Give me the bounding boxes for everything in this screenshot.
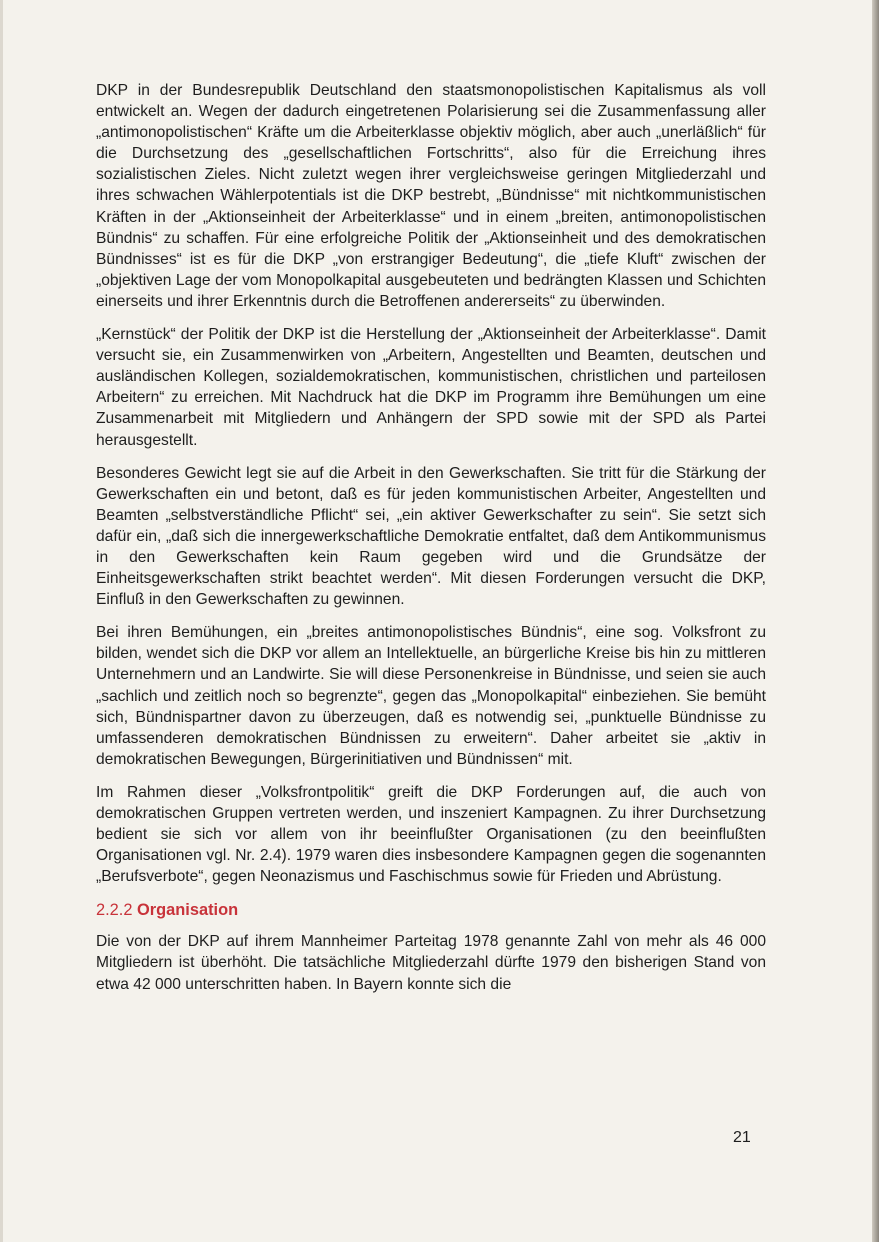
page-body [96, 80, 766, 1007]
section-number: 2.2.2 [96, 901, 133, 920]
page-left-edge [0, 0, 3, 1242]
paragraph-strategy: DKP in der Bundesrepublik Deutschland den staatsmonopolistischen Kapitalismus als voll entwickelt an. Wegen der dadurch eingetretenen Polarisierung sei die Zusammenfassung aller „antimonopolistischen“ Kräfte um die Arbeiterklasse objektiv möglich, aber auch „unerläßlich“ für die Durchsetzung des „gesellschaftlichen Fortschritts“, also für die Erreichung ihres sozialistischen Zieles. Nicht zuletzt wegen ihrer vergleichsweise geringen Mitgliederzahl und ihres schwachen Wählerpotentials ist die DKP bestrebt, „Bündnisse“ mit nichtkommunistischen Kräften in der „Aktionseinheit der Arbeiterklasse“ und in einem „breiten, antimonopolistischen Bündnis“ zu schaffen. Für eine erfolgreiche Politik der „Aktionseinheit und des demokratischen Bündnisses“ ist es für die DKP „von erstrangiger Bedeutung“, die „tiefe Kluft“ zwischen der „objektiven Lage der vom Monopolkapital ausgebeuteten und bedrängten Klassen und Schichten einerseits und ihrer Erkenntnis durch die Betroffenen andererseits“ zu überwinden. [96, 82, 766, 310]
section-heading [96, 899, 766, 921]
page-binding-edge [872, 0, 879, 1242]
paragraph-volksfront: Bei ihren Bemühungen, ein „breites antimonopolistisches Bündnis“, eine sog. Volksfront zu bilden, wendet sich die DKP vor allem an Intellektuelle, an bürgerliche Kreise bis hin zu mittleren Unternehmern und an Landwirte. Sie will diese Personenkreise in Bündnisse, und seien sie auch „sachlich und zeitlich noch so begrenzte“, gegen das „Monopolkapital“ einbeziehen. Sie bemüht sich, Bündnispartner davon zu überzeugen, daß es notwendig sei, „punktuelle Bündnisse zu umfassenderen demokratischen Bündnissen zu erweitern“. Daher arbeitet sie „aktiv in demokratischen Bewegungen, Bürgerinitiativen und Bündnissen“ mit. [96, 624, 766, 768]
paragraph-gewerkschaften: Besonderes Gewicht legt sie auf die Arbeit in den Gewerkschaften. Sie tritt für die Stärkung der Gewerkschaften ein und betont, daß es für jeden kommunistischen Arbeiter, Angestellten und Beamten „selbstverständliche Pflicht“ sei, „ein aktiver Gewerkschafter zu sein“. Sie setzt sich dafür ein, „daß sich die innergewerkschaftliche Demokratie entfaltet, daß dem Antikommunismus in den Gewerkschaften kein Raum gegeben wird und die Grundsätze der Einheitsgewerkschaften strikt beachtet werden“. Mit diesen Forderungen versucht die DKP, Einfluß in den Gewerkschaften zu gewinnen. [96, 464, 766, 609]
section-title: Organisation [137, 901, 239, 920]
page-number: 21 [733, 1129, 751, 1146]
paragraph-kampagnen: Im Rahmen dieser „Volksfrontpolitik“ greift die DKP Forderungen auf, die auch von demokratischen Gruppen vertreten werden, und inszeniert Kampagnen. Zu ihrer Durchsetzung bedient sie sich vor allem von ihr beeinflußter Organisationen (zu den beeinflußten Organisationen vgl. Nr. 2.4). 1979 waren dies insbesondere Kampagnen gegen die sogenannten „Berufsverbote“, gegen Neonazismus und Faschischmus sowie für Frieden und Abrüstung. [96, 783, 766, 886]
paragraph-organisation: Die von der DKP auf ihrem Mannheimer Parteitag 1978 genannte Zahl von mehr als 46 000 Mitgliedern ist überhöht. Die tatsächliche Mitgliederzahl dürfte 1979 den bisherigen Stand von etwa 42 000 unterschritten haben. In Bayern konnte sich die [96, 933, 766, 993]
paragraph-aktionseinheit: „Kernstück“ der Politik der DKP ist die Herstellung der „Aktionseinheit der Arbeiterklasse“. Damit versucht sie, ein Zusammenwirken von „Arbeitern, Angestellten und Beamten, deutschen und ausländischen Kollegen, sozialdemokratischen, kommunistischen, christlichen und parteilosen Arbeitern“ zu erreichen. Mit Nachdruck hat die DKP im Programm ihre Bemühungen um eine Zusammenarbeit mit Mitgliedern und Anhängern der SPD sowie mit der SPD als Partei herausgestellt. [96, 326, 766, 449]
